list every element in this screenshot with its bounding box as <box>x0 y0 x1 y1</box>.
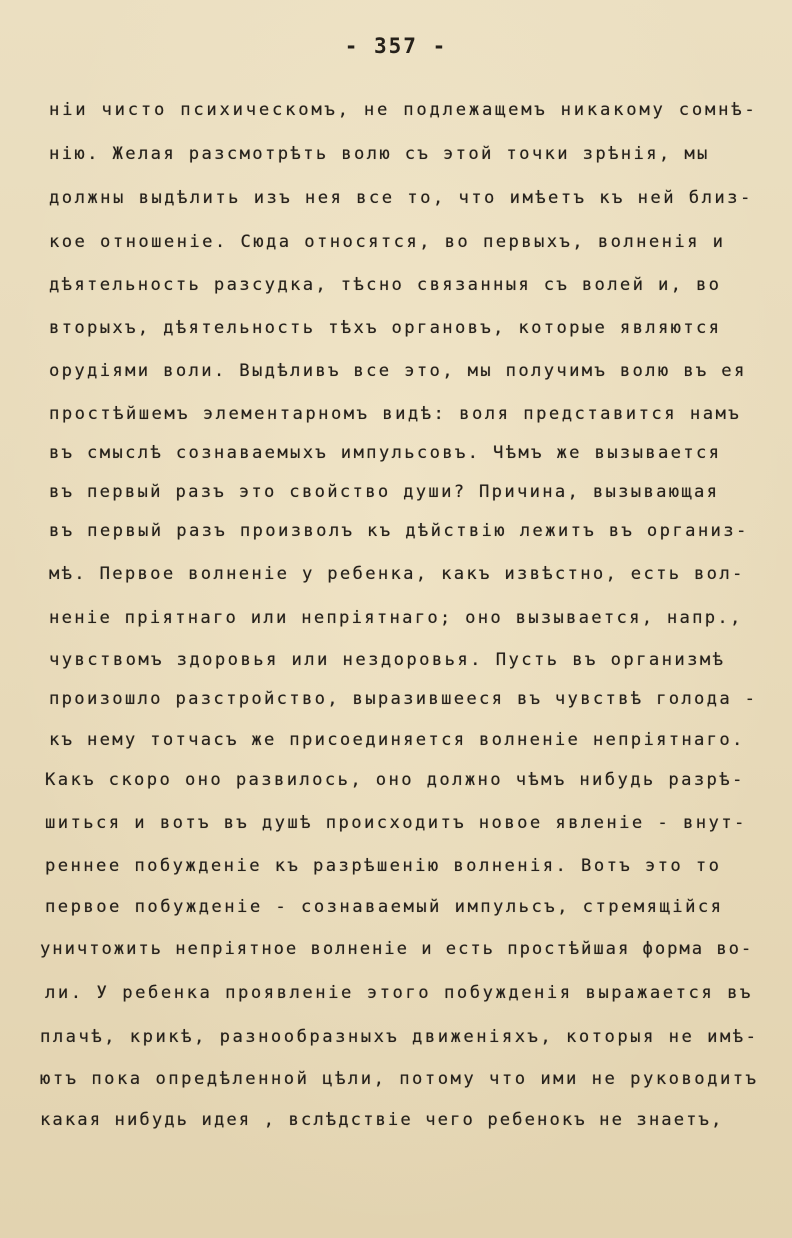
text-line-21: уничтожить непрiятное волненiе и есть простѣйшая форма во- <box>40 939 754 959</box>
text-line-9: въ смыслѣ сознаваемыхъ импульсовъ. Чѣмъ же вызывается <box>49 443 722 463</box>
page-number: - 357 - <box>344 34 448 58</box>
text-line-8: простѣйшемъ элементарномъ видѣ: воля представится намъ <box>49 404 742 424</box>
text-line-22: ли. У ребенка проявленiе этого побужденiя выражается въ <box>45 983 753 1003</box>
text-line-5: дѣятельность разсудка, тѣсно связанныя съ волей и, во <box>49 275 722 295</box>
text-line-24: ютъ пока опредѣленной цѣли, потому что ими не руководитъ <box>40 1069 759 1089</box>
text-line-1: нiи чисто психическомъ, не подлежащемъ никакому сомнѣ- <box>49 100 758 120</box>
text-line-18: шиться и вотъ въ душѣ происходитъ новое явленiе - внут- <box>45 813 747 833</box>
text-line-25: какая нибудь идея , вслѣдствiе чего ребенокъ не знаетъ, <box>40 1110 724 1130</box>
text-line-17: Какъ скоро оно развилось, оно должно чѣмъ нибудь разрѣ- <box>45 770 745 790</box>
text-line-10: въ первый разъ это свойство души? Причина, вызывающая <box>49 482 720 502</box>
text-line-15: произошло разстройство, выразившееся въ чувствѣ голода - <box>49 689 758 709</box>
text-line-3: должны выдѣлить изъ нея все то, что имѣетъ къ ней близ- <box>49 188 753 208</box>
text-line-6: вторыхъ, дѣятельность тѣхъ органовъ, которые являются <box>49 318 722 338</box>
text-line-4: кое отношенiе. Сюда относятся, во первыхъ, волненiя и <box>49 232 726 252</box>
text-line-14: чувствомъ здоровья или нездоровья. Пусть въ организмѣ <box>49 650 726 670</box>
text-line-11: въ первый разъ произволъ къ дѣйствiю лежитъ въ организ- <box>49 521 749 541</box>
text-line-19: реннее побужденiе къ разрѣшенiю волненiя. Вотъ это то <box>45 856 722 876</box>
text-line-12: мѣ. Первое волненiе у ребенка, какъ извѣстно, есть вол- <box>49 564 745 584</box>
text-line-13: ненiе прiятнаго или непрiятнаго; оно вызывается, напр., <box>49 608 743 628</box>
text-line-23: плачѣ, крикѣ, разнообразныхъ движенiяхъ, которыя не имѣ- <box>40 1027 759 1047</box>
text-line-20: первое побужденiе - сознаваемый импульсъ, стремящiйся <box>45 897 724 917</box>
text-line-16: къ нему тотчасъ же присоединяется волненiе непрiятнаго. <box>49 730 745 750</box>
text-line-2: нiю. Желая разсмотрѣть волю съ этой точки зрѣнiя, мы <box>49 144 710 164</box>
text-line-7: орудiями воли. Выдѣливъ все это, мы получимъ волю въ ея <box>49 361 747 381</box>
